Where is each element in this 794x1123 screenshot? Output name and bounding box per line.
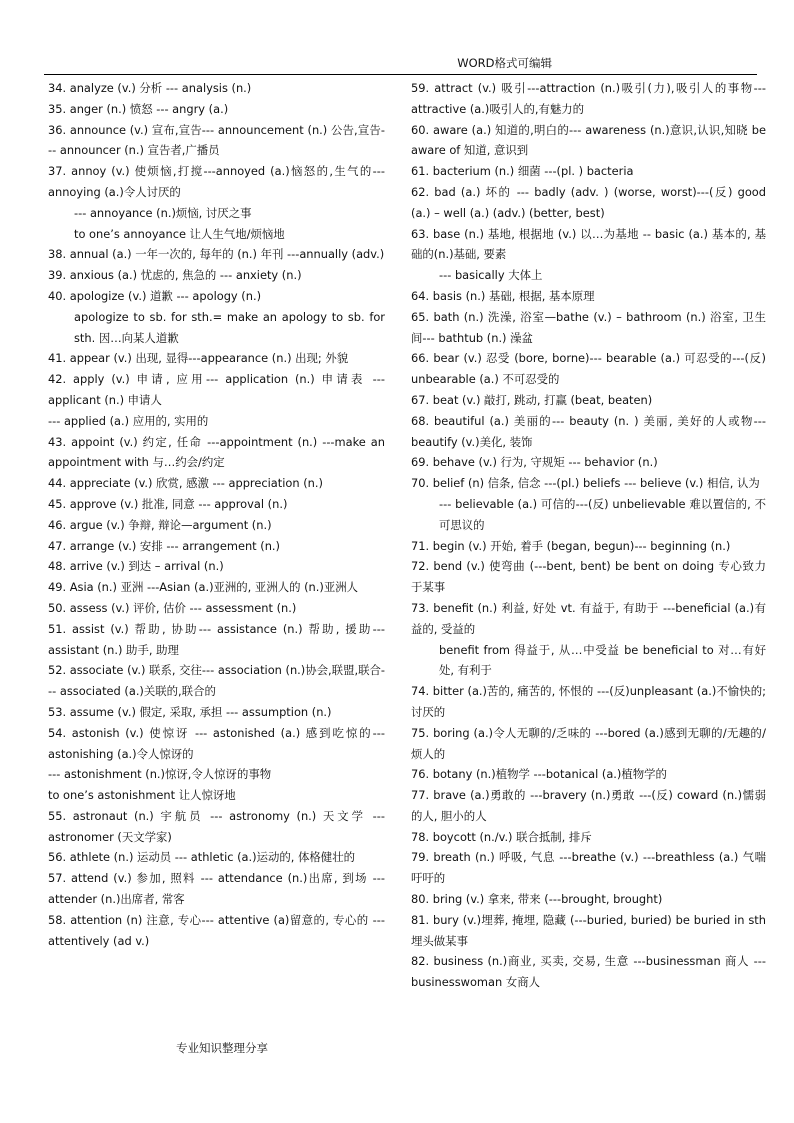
- entry-74: 74. bitter (a.)苦的, 痛苦的, 怀恨的 ---(反)unpleasant (a.)不愉快的; 讨厌的: [411, 684, 766, 719]
- entry-34: 34. analyze (v.) 分析 --- analysis (n.): [48, 81, 252, 95]
- entry-81: 81. bury (v.)埋葬, 掩埋, 隐藏 (---buried, buried) be buried in sth 埋头做某事: [411, 912, 766, 948]
- entry-54: 54. astonish (v.) 使惊讶 --- astonished (a.) 感到吃惊的---astonishing (a.)令人惊讶的: [48, 725, 385, 761]
- entry-60: 60. aware (a.) 知道的,明白的--- awareness (n.)意识,认识,知晓 be aware of 知道, 意识到: [411, 122, 766, 158]
- entry-72: 72. bend (v.) 使弯曲 (---bent, bent) be bent on doing 专心致力于某事: [411, 559, 766, 595]
- entry-57: 57. attend (v.) 参加, 照料 --- attendance (n.)出席, 到场 ---attender (n.)出席者, 常客: [48, 871, 385, 907]
- entry-66: 66. bear (v.) 忍受 (bore, borne)--- bearable (a.) 可忍受的---(反) unbearable (a.) 不可忍受的: [411, 351, 766, 387]
- entry-75: 75. boring (a.)令人无聊的/乏味的 ---bored (a.)感到无聊的/无趣的/烦人的: [411, 725, 766, 761]
- entry-73-sub-1: benefit from 得益于, 从…中受益 be beneficial to 对…有好处, 有利于: [439, 642, 766, 678]
- entry-48: 48. arrive (v.) 到达 – arrival (n.): [48, 559, 224, 574]
- left-column: [48, 78, 385, 951]
- entry-78: 78. boycott (n./v.) 联合抵制, 排斥: [411, 829, 592, 844]
- entry-79: 79. breath (n.) 呼吸, 气息 ---breathe (v.) ---breathless (a.) 气喘吁吁的: [411, 850, 766, 886]
- page-footer: 专业知识整理分享: [176, 1041, 268, 1055]
- entry-80: 80. bring (v.) 拿来, 带来 (---brought, brought): [411, 892, 663, 907]
- entry-38: 38. annual (a.) 一年一次的, 每年的 (n.) 年刊 ---annually (adv.): [48, 247, 385, 262]
- entry-40-sub-1: apologize to sb. for sth.= make an apology to sb. for sth. 因…向某人道歉: [74, 309, 385, 345]
- entry-42: 42. apply (v.) 申请, 应用--- application (n.) 申请表 ---applicant (n.) 申请人: [48, 372, 385, 407]
- entry-35: 35. anger (n.) 愤怒 --- angry (a.): [48, 101, 229, 116]
- entry-37-sub-2: to one’s annoyance 让人生气地/烦恼地: [74, 226, 285, 241]
- entry-41: 41. appear (v.) 出现, 显得---appearance (n.) 出现; 外貌: [48, 351, 349, 366]
- entry-62: 62. bad (a.) 坏的 --- badly (adv. ) (worse, worst)---(反) good (a.) – well (a.) (adv.) (better, best): [411, 184, 766, 220]
- entry-36: 36. announce (v.) 宣布,宣告--- announcement (n.) 公告,宣告--- announcer (n.) 宣告者,广播员: [48, 122, 385, 158]
- entry-59: 59. attract (v.) 吸引---attraction (n.)吸引(力),吸引人的事物---attractive (a.)吸引人的,有魅力的: [411, 81, 766, 116]
- entry-42-sub-1: --- applied (a.) 应用的, 实用的: [48, 413, 209, 428]
- entry-56: 56. athlete (n.) 运动员 --- athletic (a.)运动的, 体格健壮的: [48, 850, 355, 865]
- entry-50: 50. assess (v.) 评价, 估价 --- assessment (n.): [48, 600, 297, 615]
- entry-61: 61. bacterium (n.) 细菌 ---(pl. ) bacteria: [411, 164, 634, 179]
- entry-73: 73. benefit (n.) 利益, 好处 vt. 有益于, 有助于 ---beneficial (a.)有益的, 受益的: [411, 600, 766, 636]
- entry-68: 68. beautiful (a.) 美丽的--- beauty (n. ) 美丽, 美好的人或物--- beautify (v.)美化, 装饰: [411, 413, 766, 449]
- page-header: WORD格式可编辑: [457, 56, 552, 70]
- entry-77: 77. brave (a.)勇敢的 ---bravery (n.)勇敢 ---(反) coward (n.)懦弱的人, 胆小的人: [411, 788, 766, 823]
- entry-46: 46. argue (v.) 争辩, 辩论—argument (n.): [48, 517, 272, 532]
- entry-69: 69. behave (v.) 行为, 守规矩 --- behavior (n.): [411, 455, 658, 470]
- entry-70: 70. belief (n) 信条, 信念 ---(pl.) beliefs --- believe (v.) 相信, 认为: [411, 476, 760, 491]
- entry-45: 45. approve (v.) 批准, 同意 --- approval (n.): [48, 496, 288, 511]
- entry-58: 58. attention (n) 注意, 专心--- attentive (a)留意的, 专心的 ---attentively (ad v.): [48, 912, 385, 948]
- entry-64: 64. basis (n.) 基础, 根据, 基本原理: [411, 288, 595, 303]
- right-column: [411, 78, 766, 993]
- entry-55: 55. astronaut (n.) 宇航员 --- astronomy (n.) 天文学 ---astronomer (天文学家): [48, 808, 385, 844]
- entry-39: 39. anxious (a.) 忧虑的, 焦急的 --- anxiety (n.): [48, 268, 302, 283]
- entry-51: 51. assist (v.) 帮助, 协助--- assistance (n.) 帮助, 援助---assistant (n.) 助手, 助理: [48, 621, 385, 657]
- entry-67: 67. beat (v.) 敲打, 跳动, 打赢 (beat, beaten): [411, 392, 653, 407]
- entry-71: 71. begin (v.) 开始, 着手 (began, begun)--- beginning (n.): [411, 538, 731, 553]
- entry-82: 82. business (n.)商业, 买卖, 交易, 生意 ---businessman 商人 ---businesswoman 女商人: [411, 954, 766, 990]
- entry-49: 49. Asia (n.) 亚洲 ---Asian (a.)亚洲的, 亚洲人的 (n.)亚洲人: [48, 580, 359, 595]
- entry-70-sub-1: --- believable (a.) 可信的---(反) unbelievable 难以置信的, 不可思议的: [439, 496, 766, 532]
- entry-54-sub-2: to one’s astonishment 让人惊讶地: [48, 788, 236, 803]
- entry-40: 40. apologize (v.) 道歉 --- apology (n.): [48, 288, 262, 303]
- entry-63: 63. base (n.) 基地, 根据地 (v.) 以…为基地 -- basic (a.) 基本的, 基础的(n.)基础, 要素: [411, 226, 766, 262]
- entry-65: 65. bath (n.) 洗澡, 浴室—bathe (v.) – bathroom (n.) 浴室, 卫生间--- bathtub (n.) 澡盆: [411, 309, 766, 345]
- entry-37-sub-1: --- annoyance (n.)烦恼, 讨厌之事: [74, 205, 252, 220]
- entry-44: 44. appreciate (v.) 欣赏, 感激 --- appreciation (n.): [48, 476, 323, 491]
- entry-47: 47. arrange (v.) 安排 --- arrangement (n.): [48, 538, 280, 553]
- entry-43: 43. appoint (v.) 约定, 任命 ---appointment (n.) ---make an appointment with 与…约会/约定: [48, 434, 385, 470]
- entry-54-sub-1: --- astonishment (n.)惊讶,令人惊讶的事物: [48, 767, 272, 782]
- entry-37: 37. annoy (v.) 使烦恼,打搅---annoyed (a.)恼怒的,生气的---annoying (a.)令人讨厌的: [48, 164, 385, 199]
- entry-76: 76. botany (n.)植物学 ---botanical (a.)植物学的: [411, 767, 667, 782]
- header-rule: [44, 74, 757, 75]
- entry-63-sub-1: --- basically 大体上: [439, 268, 543, 283]
- entry-53: 53. assume (v.) 假定, 采取, 承担 --- assumption (n.): [48, 704, 332, 719]
- entry-52: 52. associate (v.) 联系, 交往--- association (n.)协会,联盟,联合--- associated (a.)关联的,联合的: [48, 663, 385, 699]
